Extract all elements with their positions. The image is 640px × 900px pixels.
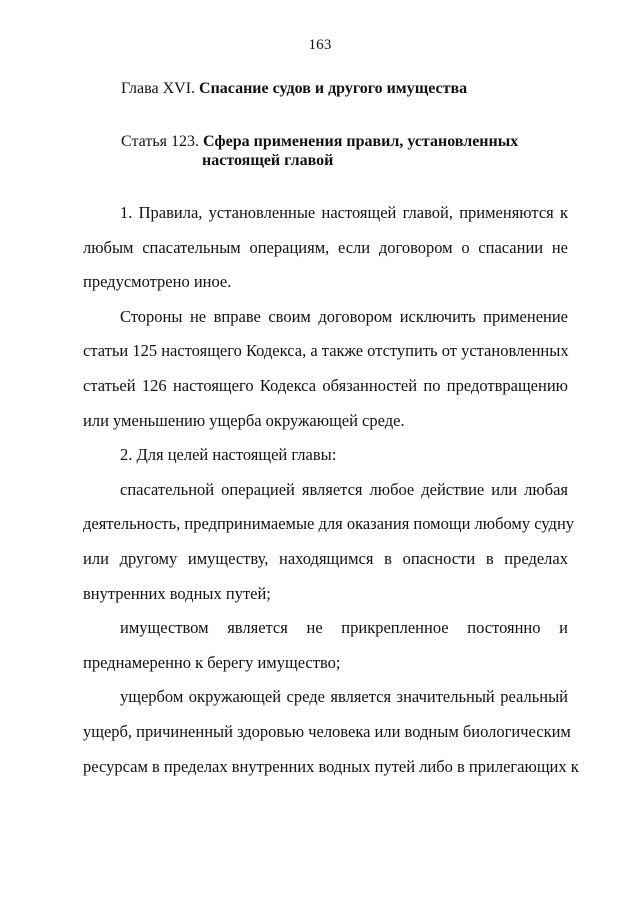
- paragraph: [83, 300, 568, 438]
- text-line: 1. Правила, установленные настоящей главой, применяются к: [120, 203, 568, 222]
- text-line: ресурсам в пределах внутренних водных путей либо в прилегающих к: [83, 756, 579, 776]
- paragraph: [83, 196, 568, 300]
- article-title-line-2: настоящей главой: [202, 152, 334, 169]
- chapter-prefix: Глава XVI.: [121, 80, 196, 97]
- article-body: [83, 196, 579, 784]
- text-line: ущербом окружающей среде является значительный реальный: [120, 687, 568, 707]
- article-prefix: Статья 123.: [121, 133, 199, 150]
- chapter-title: Спасание судов и другого имущества: [199, 80, 468, 97]
- text-line: спасательной операцией является любое действие или любая: [120, 479, 568, 499]
- text-line: или уменьшению ущерба окружающей среде.: [83, 410, 405, 430]
- chapter-heading: [121, 79, 467, 99]
- text-line: 2. Для целей настоящей главы:: [120, 445, 337, 465]
- page-number: 163: [308, 37, 332, 53]
- article-heading: [121, 132, 518, 170]
- text-line: имуществом является не прикрепленное постоянно и: [120, 618, 568, 638]
- text-line: статьи 125 настоящего Кодекса, а также отступить от установленных: [83, 341, 569, 361]
- paragraph: [83, 611, 568, 680]
- text-line: преднамеренно к берегу имущество;: [83, 652, 341, 672]
- text-line: статьей 126 настоящего Кодекса обязанностей по предотвращению: [83, 375, 568, 395]
- text-line: любым спасательным операциям, если договором о спасании не: [83, 237, 568, 257]
- text-line: или другому имуществу, находящимся в опасности в пределах: [83, 548, 568, 568]
- text-line: ущерб, причиненный здоровью человека или водным биологическим: [83, 721, 571, 741]
- text-line: предусмотрено иное.: [83, 272, 232, 292]
- article-title-line-1: Сфера применения правил, установленных: [202, 133, 519, 150]
- text-line: Стороны не вправе своим договором исключить применение: [120, 306, 568, 326]
- paragraph: [83, 473, 575, 611]
- text-line: внутренних водных путей;: [83, 583, 271, 603]
- paragraph: [83, 680, 579, 784]
- paragraph: [83, 438, 568, 473]
- text-line: деятельность, предпринимаемые для оказания помощи любому судну: [83, 514, 575, 534]
